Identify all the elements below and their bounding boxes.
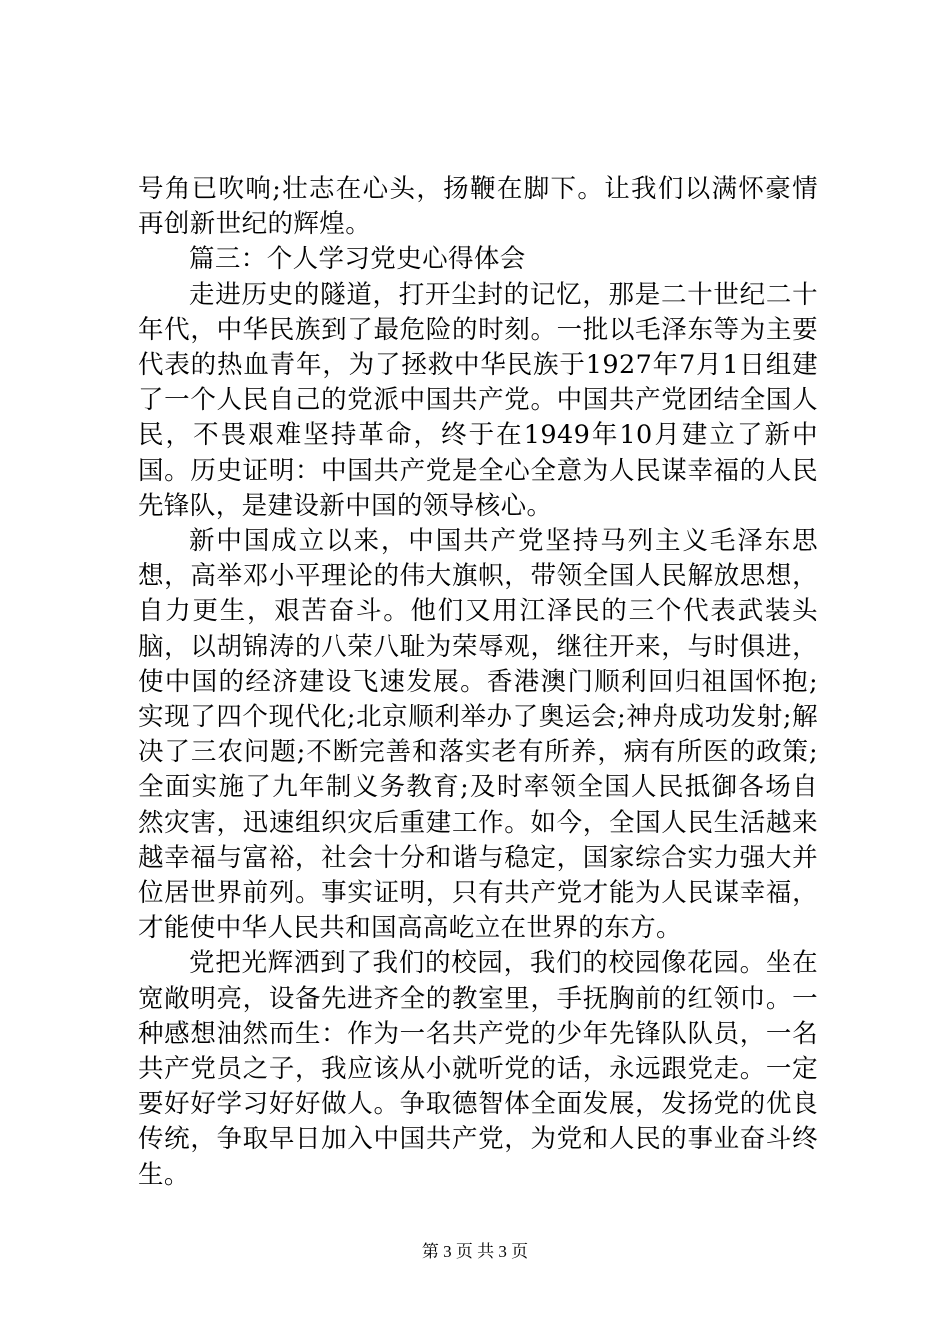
section-heading: 篇三：个人学习党史心得体会 <box>189 244 526 275</box>
paragraph-campus: 党把光辉洒到了我们的校园，我们的校园像花园。坐在宽敞明亮，设备先进齐全的教室里，手抚胸前的红领巾。一种感想油然而生：作为一名共产党的少年先锋队队员，一名共产党员之子，我应该从小就听党的话，永远跟党走。一定要好好学习好好做人。争取德智体全面发展，发扬党的优良传统，争取早日加入中国共产党，为党和人民的事业奋斗终生。 <box>138 948 818 1190</box>
paragraph-achievements: 新中国成立以来，中国共产党坚持马列主义毛泽东思想，高举邓小平理论的伟大旗帜，带领全国人民解放思想，自力更生，艰苦奋斗。他们又用江泽民的三个代表武装头脑，以胡锦涛的八荣八耻为荣辱观，继往开来，与时俱进，使中国的经济建设飞速发展。香港澳门顺利回归祖国怀抱;实现了四个现代化;北京顺利举办了奥运会;神舟成功发射;解决了三农问题;不断完善和落实老有所养，病有所医的政策;全面实施了九年制义务教育;及时率领全国人民抵御各场自然灾害，迅速组织灾后重建工作。如今，全国人民生活越来越幸福与富裕，社会十分和谐与稳定，国家综合实力强大并位居世界前列。事实证明，只有共产党才能为人民谋幸福，才能使中华人民共和国高高屹立在世界的东方。 <box>138 526 818 944</box>
document-body <box>138 172 818 1193</box>
paragraph-continuation: 号角已吹响;壮志在心头，扬鞭在脚下。让我们以满怀豪情再创新世纪的辉煌。 <box>138 174 818 240</box>
page-footer: 第 3 页 共 3 页 <box>421 1242 529 1261</box>
paragraph-history: 走进历史的隧道，打开尘封的记忆，那是二十世纪二十年代，中华民族到了最危险的时刻。一批以毛泽东等为主要代表的热血青年，为了拯救中华民族于1927年7月1日组建了一个人民自己的党派中国共产党。中国共产党团结全国人民，不畏艰难坚持革命，终于在1949年10月建立了新中国。历史证明：中国共产党是全心全意为人民谋幸福的人民先锋队，是建设新中国的领导核心。 <box>138 279 818 521</box>
